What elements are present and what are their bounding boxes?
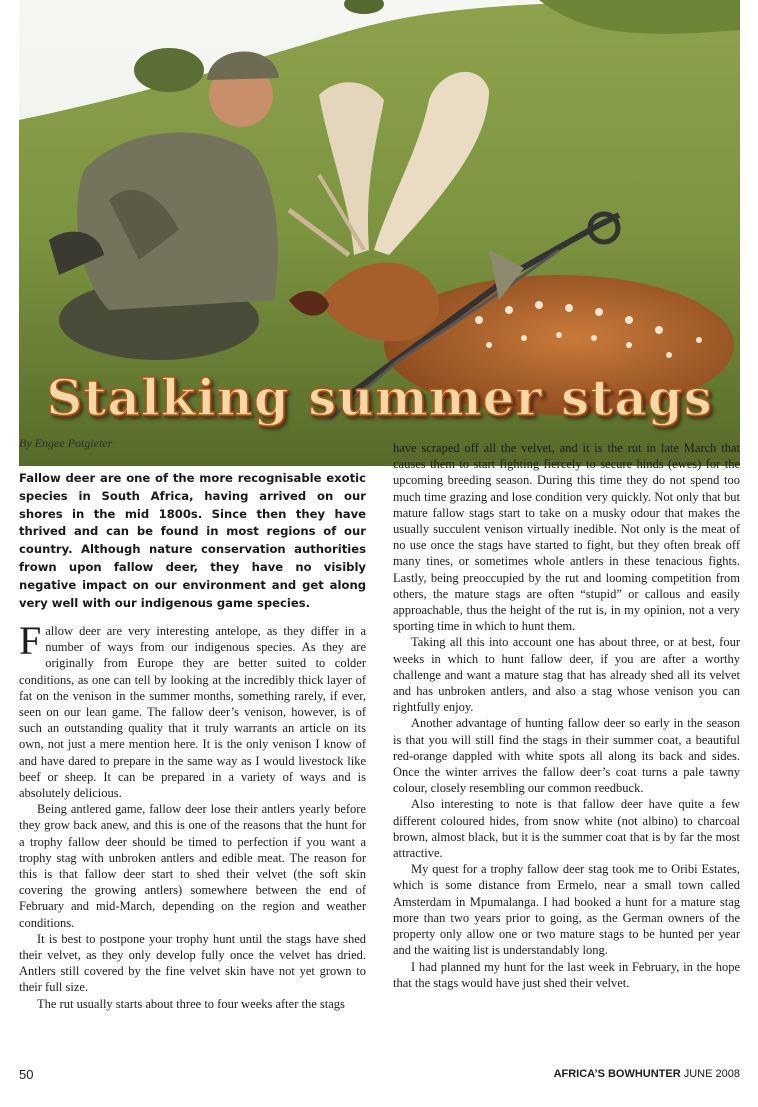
page-number: 50 <box>19 1067 34 1082</box>
paragraph-text: allow deer are very interesting antelope, as they differ in a number of ways from our indigenous species. As they are originally from Europe they are better suited to colder conditions, as one can tell by looking at the incredibly thick layer of fat on the venison in the summer months, something rarely, if ever, seen on our lean game. The fallow deer’s venison, however, is of such an outstanding quality that it truly warrants an article on its own, not just a mere mention here. It is the only venison I know of and have dared to prepare in the same way as I would livestock like beef or sheep. It can be prepared in a variety of ways and is absolutely delicious. <box>19 624 366 801</box>
body-paragraph: I had planned my hunt for the last week in February, in the hope that the stags would have just shed their velvet. <box>393 959 740 990</box>
article-title: Stalking summer stags <box>46 368 713 427</box>
body-paragraph: Another advantage of hunting fallow deer so early in the season is that you will still find the stags in their summer coat, a beautiful red-orange dappled with white spots all along its back and sides. Once the winter arrives the fallow deer’s coat turns a pale tawny colour, closely resembling our common reedbuck. <box>393 716 740 796</box>
byline: By Engee Potgieter <box>19 436 113 450</box>
magazine-footer <box>554 1068 740 1080</box>
body-paragraph: have scraped off all the velvet, and it is the rut in late March that causes them to start fighting fiercely to secure hinds (ewes) for the upcoming breeding season. During this time they do not spend too much time grazing and lose condition very quickly. Not only that but mature fallow stags start to take on a musky odour that makes the usually succulent venison virtually inedible. Not only is the meat of no use once the stags have started to fight, but they often break off many tines, or sometimes whole antlers in these tenacious fights. Lastly, being preoccupied by the rut and looming competition from others, the mature stags are often “stupid” or callous and easily approachable, thus the height of the rut is, in my opinion, not a very sporting time in which to hunt them. <box>393 441 740 634</box>
body-paragraph: Taking all this into account one has about three, or at best, four weeks in which to hunt fallow deer, if you are after a worthy challenge and want a mature stag that has already shed all its velvet and has unbroken antlers, and also a stag whose venison you can rightfully enjoy. <box>393 635 740 715</box>
left-column <box>19 618 366 1012</box>
body-paragraph: It is best to postpone your trophy hunt until the stags have shed their velvet, as they only develop fully once the velvet has dried. Antlers still covered by the fine velvet skin have not yet grown to their full size. <box>19 931 366 995</box>
right-column <box>393 440 740 991</box>
issue-date: JUNE 2008 <box>683 1068 740 1080</box>
magazine-name: AFRICA’S BOWHUNTER <box>553 1068 681 1080</box>
body-paragraph: My quest for a trophy fallow deer stag took me to Oribi Estates, which is some distance from Ermelo, near a small town called Amsterdam in Mpumalanga. I had booked a hunt for a mature stag more than two years prior to going, as the German owners of the property only allow one or two mature stags to be hunted per year and the waiting list is understandably long. <box>393 862 740 958</box>
lead-paragraph: Fallow deer are one of the more recognisable exotic species in South Africa, having arrived on our shores in the mid 1800s. Since then they have thrived and can be found in most regions of our country. Although nature conservation authorities frown upon fallow deer, they have no visibly negative impact on our environment and get along very well with our indigenous game species. <box>19 471 366 610</box>
body-paragraph: Also interesting to note is that fallow deer have quite a few different coloured hides, from snow white (not albino) to charcoal brown, almost black, but it is the summer coat that is by far the most attractive. <box>393 797 740 861</box>
body-paragraph: The rut usually starts about three to four weeks after the stags <box>37 996 345 1011</box>
body-paragraph <box>19 618 366 801</box>
body-paragraph: Being antlered game, fallow deer lose their antlers yearly before they grow back anew, and this is one of the reasons that the hunt for a trophy fallow deer should be timed to perfection if you want a trophy stag with unbroken antlers and edible meat. The reason for this is that fallow deer start to shed their velvet (the soft skin covering the growing antlers) somewhere between the end of February and mid-March, depending on the region and weather conditions. <box>19 802 366 930</box>
drop-cap: F <box>19 618 42 663</box>
